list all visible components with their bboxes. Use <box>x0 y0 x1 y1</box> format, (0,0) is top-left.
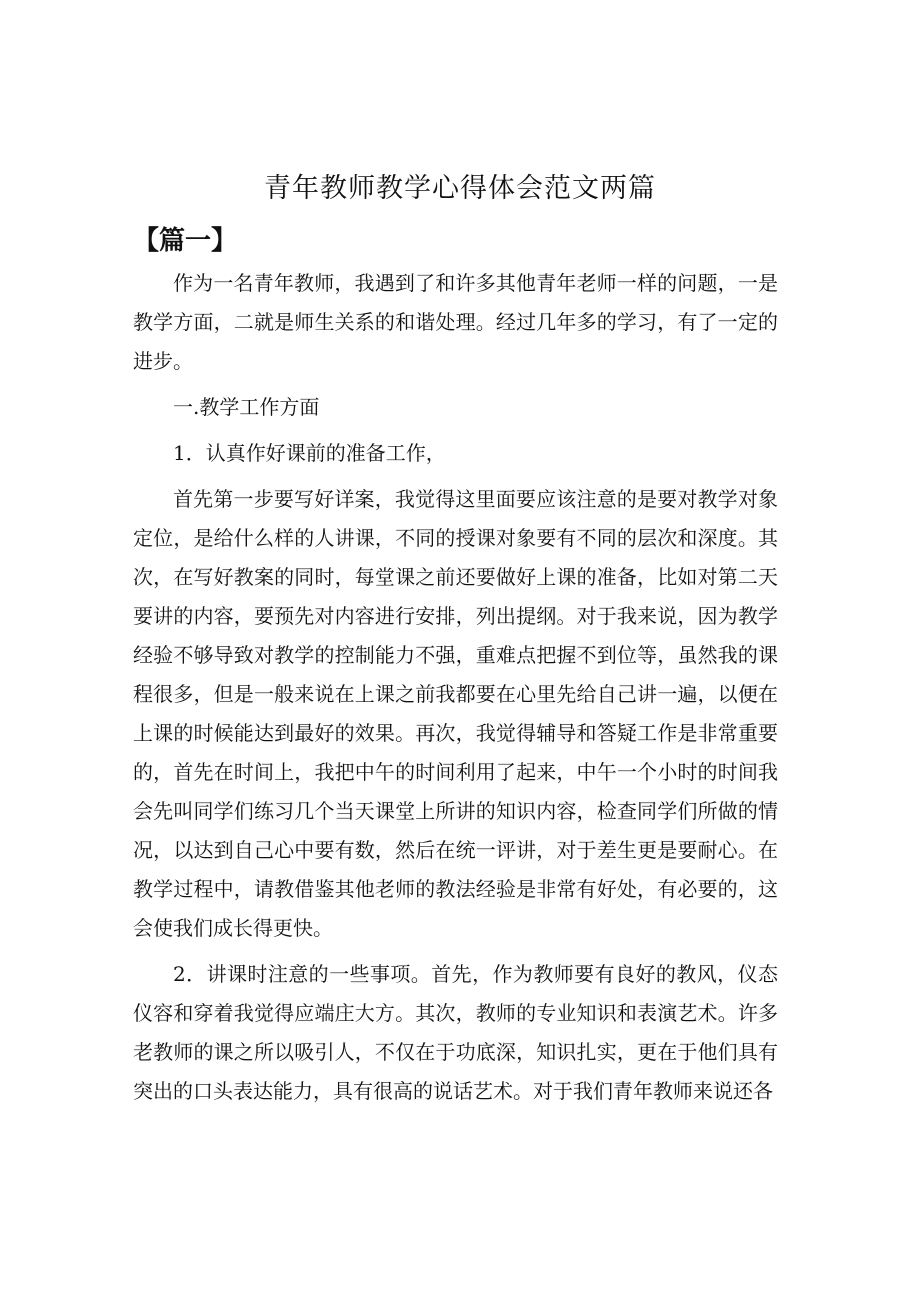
heading-teaching-work: 一.教学工作方面 <box>173 395 320 419</box>
section-label: 【篇一】 <box>133 226 238 256</box>
document-body <box>133 264 778 1118</box>
document-title: 青年教师教学心得体会范文两篇 <box>264 173 656 204</box>
paragraph-preparation: 首先第一步要写好详案，我觉得这里面要应该注意的是要对教学对象定位，是给什么样的人讲课，不同的授课对象要有不同的层次和深度。其次，在写好教案的同时，每堂课之前还要做好上课的准备，比如对第二天要讲的内容，要预先对内容进行安排，列出提纲。对于我来说，因为教学经验不够导致对教学的控制能力不强，重难点把握不到位等，虽然我的课程很多，但是一般来说在上课之前我都要在心里先给自己讲一遍，以便在上课的时候能达到最好的效果。再次，我觉得辅导和答疑工作是非常重要的，首先在时间上，我把中午的时间利用了起来，中午一个小时的时间我会先叫同学们练习几个当天课堂上所讲的知识内容，检查同学们所做的情况，以达到自己心中要有数，然后在统一评讲，对于差生更是要耐心。在教学过程中，请教借鉴其他老师的教法经验是非常有好处，有必要的，这会使我们成长得更快。 <box>133 487 778 940</box>
item-1-heading: 1．认真作好课前的准备工作， <box>173 441 446 465</box>
paragraph-intro: 作为一名青年教师，我遇到了和许多其他青年老师一样的问题，一是教学方面，二就是师生关系的和谐处理。经过几年多的学习，有了一定的进步。 <box>133 271 778 373</box>
paragraph-item-2: 2．讲课时注意的一些事项。首先，作为教师要有良好的教风，仪态仪容和穿着我觉得应端庄大方。其次，教师的专业知识和表演艺术。许多老教师的课之所以吸引人，不仅在于功底深，知识扎实，更在于他们具有突出的口头表达能力，具有很高的说话艺术。对于我们青年教师来说还各 <box>133 962 778 1103</box>
